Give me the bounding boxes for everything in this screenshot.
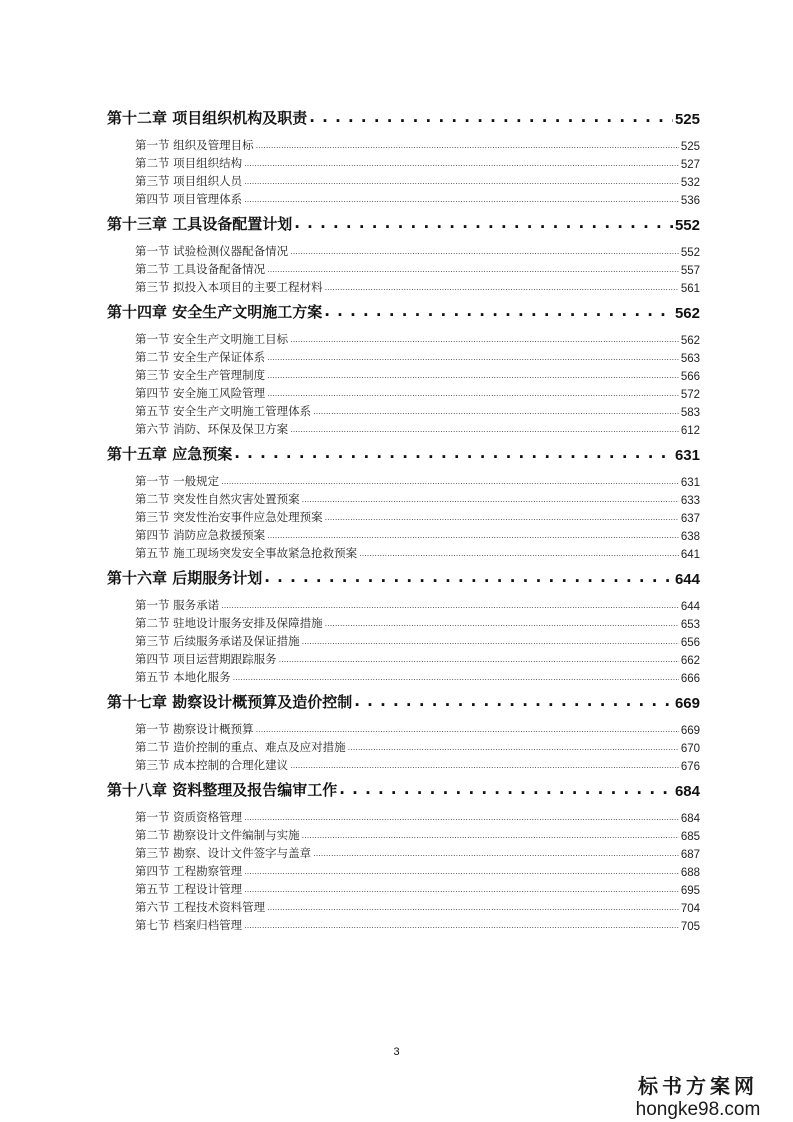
toc-section-entry[interactable] <box>107 135 700 153</box>
dot-leader <box>294 216 673 231</box>
dot-leader <box>359 550 679 558</box>
dot-leader <box>302 638 679 646</box>
toc-section-entry[interactable] <box>107 171 700 189</box>
section-page-number: 566 <box>680 371 700 383</box>
dot-leader <box>244 886 679 894</box>
section-page-number: 562 <box>680 335 700 347</box>
page-number: 3 <box>393 1046 400 1058</box>
section-page-number: 561 <box>680 283 700 295</box>
section-page-number: 662 <box>680 655 700 667</box>
dot-leader <box>309 110 673 125</box>
dot-leader <box>290 336 679 344</box>
dot-leader <box>234 446 673 461</box>
dot-leader <box>313 408 679 416</box>
chapter-page-number: 684 <box>674 783 700 800</box>
section-page-number: 552 <box>680 247 700 259</box>
section-page-number: 695 <box>680 885 700 897</box>
dot-leader <box>256 726 679 734</box>
section-title: 第五节 本地化服务 <box>135 670 231 684</box>
section-title: 第二节 工具设备配备情况 <box>135 262 266 276</box>
dot-leader <box>244 868 679 876</box>
section-title: 第三节 后续服务承诺及保证措施 <box>135 634 300 648</box>
dot-leader <box>325 284 679 292</box>
section-title: 第四节 项目运营期跟踪服务 <box>135 652 277 666</box>
chapter-title: 第十二章 项目组织机构及职责 <box>107 109 308 127</box>
section-title: 第四节 工程勘察管理 <box>135 864 243 878</box>
section-title: 第一节 勘察设计概预算 <box>135 722 254 736</box>
section-title: 第二节 突发性自然灾害处置预案 <box>135 492 300 506</box>
section-title: 第二节 驻地设计服务安排及保障措施 <box>135 616 323 630</box>
dot-leader <box>339 782 673 797</box>
dot-leader <box>267 372 679 380</box>
toc-section-entry[interactable] <box>107 861 700 879</box>
section-title: 第二节 项目组织结构 <box>135 156 243 170</box>
section-title: 第一节 服务承诺 <box>135 598 220 612</box>
section-title: 第一节 安全生产文明施工目标 <box>135 332 289 346</box>
watermark-title: 标书方案网 <box>638 1074 758 1098</box>
section-title: 第七节 档案归档管理 <box>135 918 243 932</box>
toc-section-entry[interactable] <box>107 419 700 437</box>
toc-section-entry[interactable] <box>107 613 700 631</box>
chapter-page-number: 525 <box>674 111 700 128</box>
toc-section-entry[interactable] <box>107 825 700 843</box>
dot-leader <box>324 304 673 319</box>
section-title: 第二节 安全生产保证体系 <box>135 350 266 364</box>
section-page-number: 653 <box>680 619 700 631</box>
section-title: 第四节 项目管理体系 <box>135 192 243 206</box>
dot-leader <box>221 478 679 486</box>
toc-section-entry[interactable] <box>107 719 700 737</box>
dot-leader <box>348 744 679 752</box>
toc-section-entry[interactable] <box>107 489 700 507</box>
section-title: 第六节 工程技术资料管理 <box>135 900 266 914</box>
dot-leader <box>267 390 679 398</box>
section-page-number: 583 <box>680 407 700 419</box>
section-page-number: 684 <box>680 813 700 825</box>
section-title: 第一节 组织及管理目标 <box>135 138 254 152</box>
dot-leader <box>267 266 679 274</box>
section-page-number: 527 <box>680 159 700 171</box>
dot-leader <box>302 496 679 504</box>
toc-chapter-entry[interactable] <box>107 210 700 234</box>
dot-leader <box>354 694 673 709</box>
chapter-title: 第十六章 后期服务计划 <box>107 569 263 587</box>
dot-leader <box>264 570 673 585</box>
toc-section-entry[interactable] <box>107 543 700 561</box>
section-page-number: 688 <box>680 867 700 879</box>
section-page-number: 638 <box>680 531 700 543</box>
section-page-number: 687 <box>680 849 700 861</box>
chapter-page-number: 562 <box>674 305 700 322</box>
section-title: 第五节 施工现场突发安全事故紧急抢救预案 <box>135 546 358 560</box>
dot-leader <box>267 354 679 362</box>
toc-section-entry[interactable] <box>107 595 700 613</box>
toc-section-entry[interactable] <box>107 649 700 667</box>
chapter-page-number: 631 <box>674 447 700 464</box>
section-title: 第三节 安全生产管理制度 <box>135 368 266 382</box>
dot-leader <box>325 620 679 628</box>
toc-section-entry[interactable] <box>107 365 700 383</box>
toc-section-entry[interactable] <box>107 277 700 295</box>
section-title: 第三节 突发性治安事件应急处理预案 <box>135 510 323 524</box>
toc-section-entry[interactable] <box>107 631 700 649</box>
section-title: 第二节 造价控制的重点、难点及应对措施 <box>135 740 346 754</box>
section-title: 第五节 安全生产文明施工管理体系 <box>135 404 312 418</box>
section-title: 第五节 工程设计管理 <box>135 882 243 896</box>
toc-chapter-entry[interactable] <box>107 688 700 712</box>
section-title: 第四节 消防应急救援预案 <box>135 528 266 542</box>
section-page-number: 532 <box>680 177 700 189</box>
toc-section-entry[interactable] <box>107 755 700 773</box>
toc-section-entry[interactable] <box>107 507 700 525</box>
toc-chapter-entry[interactable] <box>107 564 700 588</box>
section-page-number: 641 <box>680 549 700 561</box>
dot-leader <box>244 178 679 186</box>
section-page-number: 656 <box>680 637 700 649</box>
toc-section-entry[interactable] <box>107 241 700 259</box>
dot-leader <box>233 674 679 682</box>
chapter-page-number: 669 <box>674 695 700 712</box>
section-page-number: 676 <box>680 761 700 773</box>
section-page-number: 644 <box>680 601 700 613</box>
section-title: 第三节 勘察、设计文件签字与盖章 <box>135 846 312 860</box>
toc-section-entry[interactable] <box>107 915 700 933</box>
section-page-number: 572 <box>680 389 700 401</box>
toc-section-entry[interactable] <box>107 189 700 207</box>
chapter-title: 第十八章 资料整理及报告编审工作 <box>107 781 338 799</box>
dot-leader <box>290 426 679 434</box>
section-page-number: 633 <box>680 495 700 507</box>
toc-chapter-entry[interactable] <box>107 440 700 464</box>
toc-chapter-entry[interactable] <box>107 104 700 128</box>
section-page-number: 705 <box>680 921 700 933</box>
section-title: 第三节 项目组织人员 <box>135 174 243 188</box>
section-page-number: 704 <box>680 903 700 915</box>
toc-section-entry[interactable] <box>107 259 700 277</box>
chapter-title: 第十三章 工具设备配置计划 <box>107 215 293 233</box>
dot-leader <box>279 656 679 664</box>
section-title: 第一节 资质资格管理 <box>135 810 243 824</box>
section-page-number: 670 <box>680 743 700 755</box>
dot-leader <box>302 832 679 840</box>
section-page-number: 563 <box>680 353 700 365</box>
toc-section-entry[interactable] <box>107 843 700 861</box>
toc-section-entry[interactable] <box>107 153 700 171</box>
section-page-number: 631 <box>680 477 700 489</box>
chapter-title: 第十七章 勘察设计概预算及造价控制 <box>107 693 353 711</box>
toc-section-entry[interactable] <box>107 879 700 897</box>
dot-leader <box>267 904 679 912</box>
toc-section-entry[interactable] <box>107 383 700 401</box>
toc-section-entry[interactable] <box>107 401 700 419</box>
toc-section-entry[interactable] <box>107 667 700 685</box>
toc-chapter-entry[interactable] <box>107 298 700 322</box>
toc-chapter-entry[interactable] <box>107 776 700 800</box>
dot-leader <box>256 142 679 150</box>
dot-leader <box>267 532 679 540</box>
section-title: 第一节 试验检测仪器配备情况 <box>135 244 289 258</box>
toc-section-entry[interactable] <box>107 525 700 543</box>
section-title: 第三节 成本控制的合理化建议 <box>135 758 289 772</box>
dot-leader <box>244 922 679 930</box>
section-page-number: 525 <box>680 141 700 153</box>
section-page-number: 637 <box>680 513 700 525</box>
dot-leader <box>325 514 679 522</box>
toc-section-entry[interactable] <box>107 471 700 489</box>
section-title: 第二节 勘察设计文件编制与实施 <box>135 828 300 842</box>
dot-leader <box>244 196 679 204</box>
section-title: 第四节 安全施工风险管理 <box>135 386 266 400</box>
section-page-number: 557 <box>680 265 700 277</box>
dot-leader <box>221 602 679 610</box>
dot-leader <box>290 762 679 770</box>
dot-leader <box>244 160 679 168</box>
chapter-page-number: 552 <box>674 217 700 234</box>
toc-section-entry[interactable] <box>107 347 700 365</box>
section-page-number: 666 <box>680 673 700 685</box>
toc-section-entry[interactable] <box>107 807 700 825</box>
section-page-number: 612 <box>680 425 700 437</box>
table-of-contents <box>107 104 700 933</box>
section-page-number: 685 <box>680 831 700 843</box>
section-title: 第六节 消防、环保及保卫方案 <box>135 422 289 436</box>
chapter-title: 第十五章 应急预案 <box>107 445 233 463</box>
watermark-logo <box>623 1070 773 1121</box>
dot-leader <box>313 850 679 858</box>
dot-leader <box>290 248 679 256</box>
toc-section-entry[interactable] <box>107 737 700 755</box>
toc-section-entry[interactable] <box>107 329 700 347</box>
chapter-page-number: 644 <box>674 571 700 588</box>
section-title: 第三节 拟投入本项目的主要工程材料 <box>135 280 323 294</box>
watermark-url: hongke98.com <box>635 1099 761 1120</box>
section-title: 第一节 一般规定 <box>135 474 220 488</box>
toc-section-entry[interactable] <box>107 897 700 915</box>
section-page-number: 536 <box>680 195 700 207</box>
chapter-title: 第十四章 安全生产文明施工方案 <box>107 303 323 321</box>
dot-leader <box>244 814 679 822</box>
section-page-number: 669 <box>680 725 700 737</box>
